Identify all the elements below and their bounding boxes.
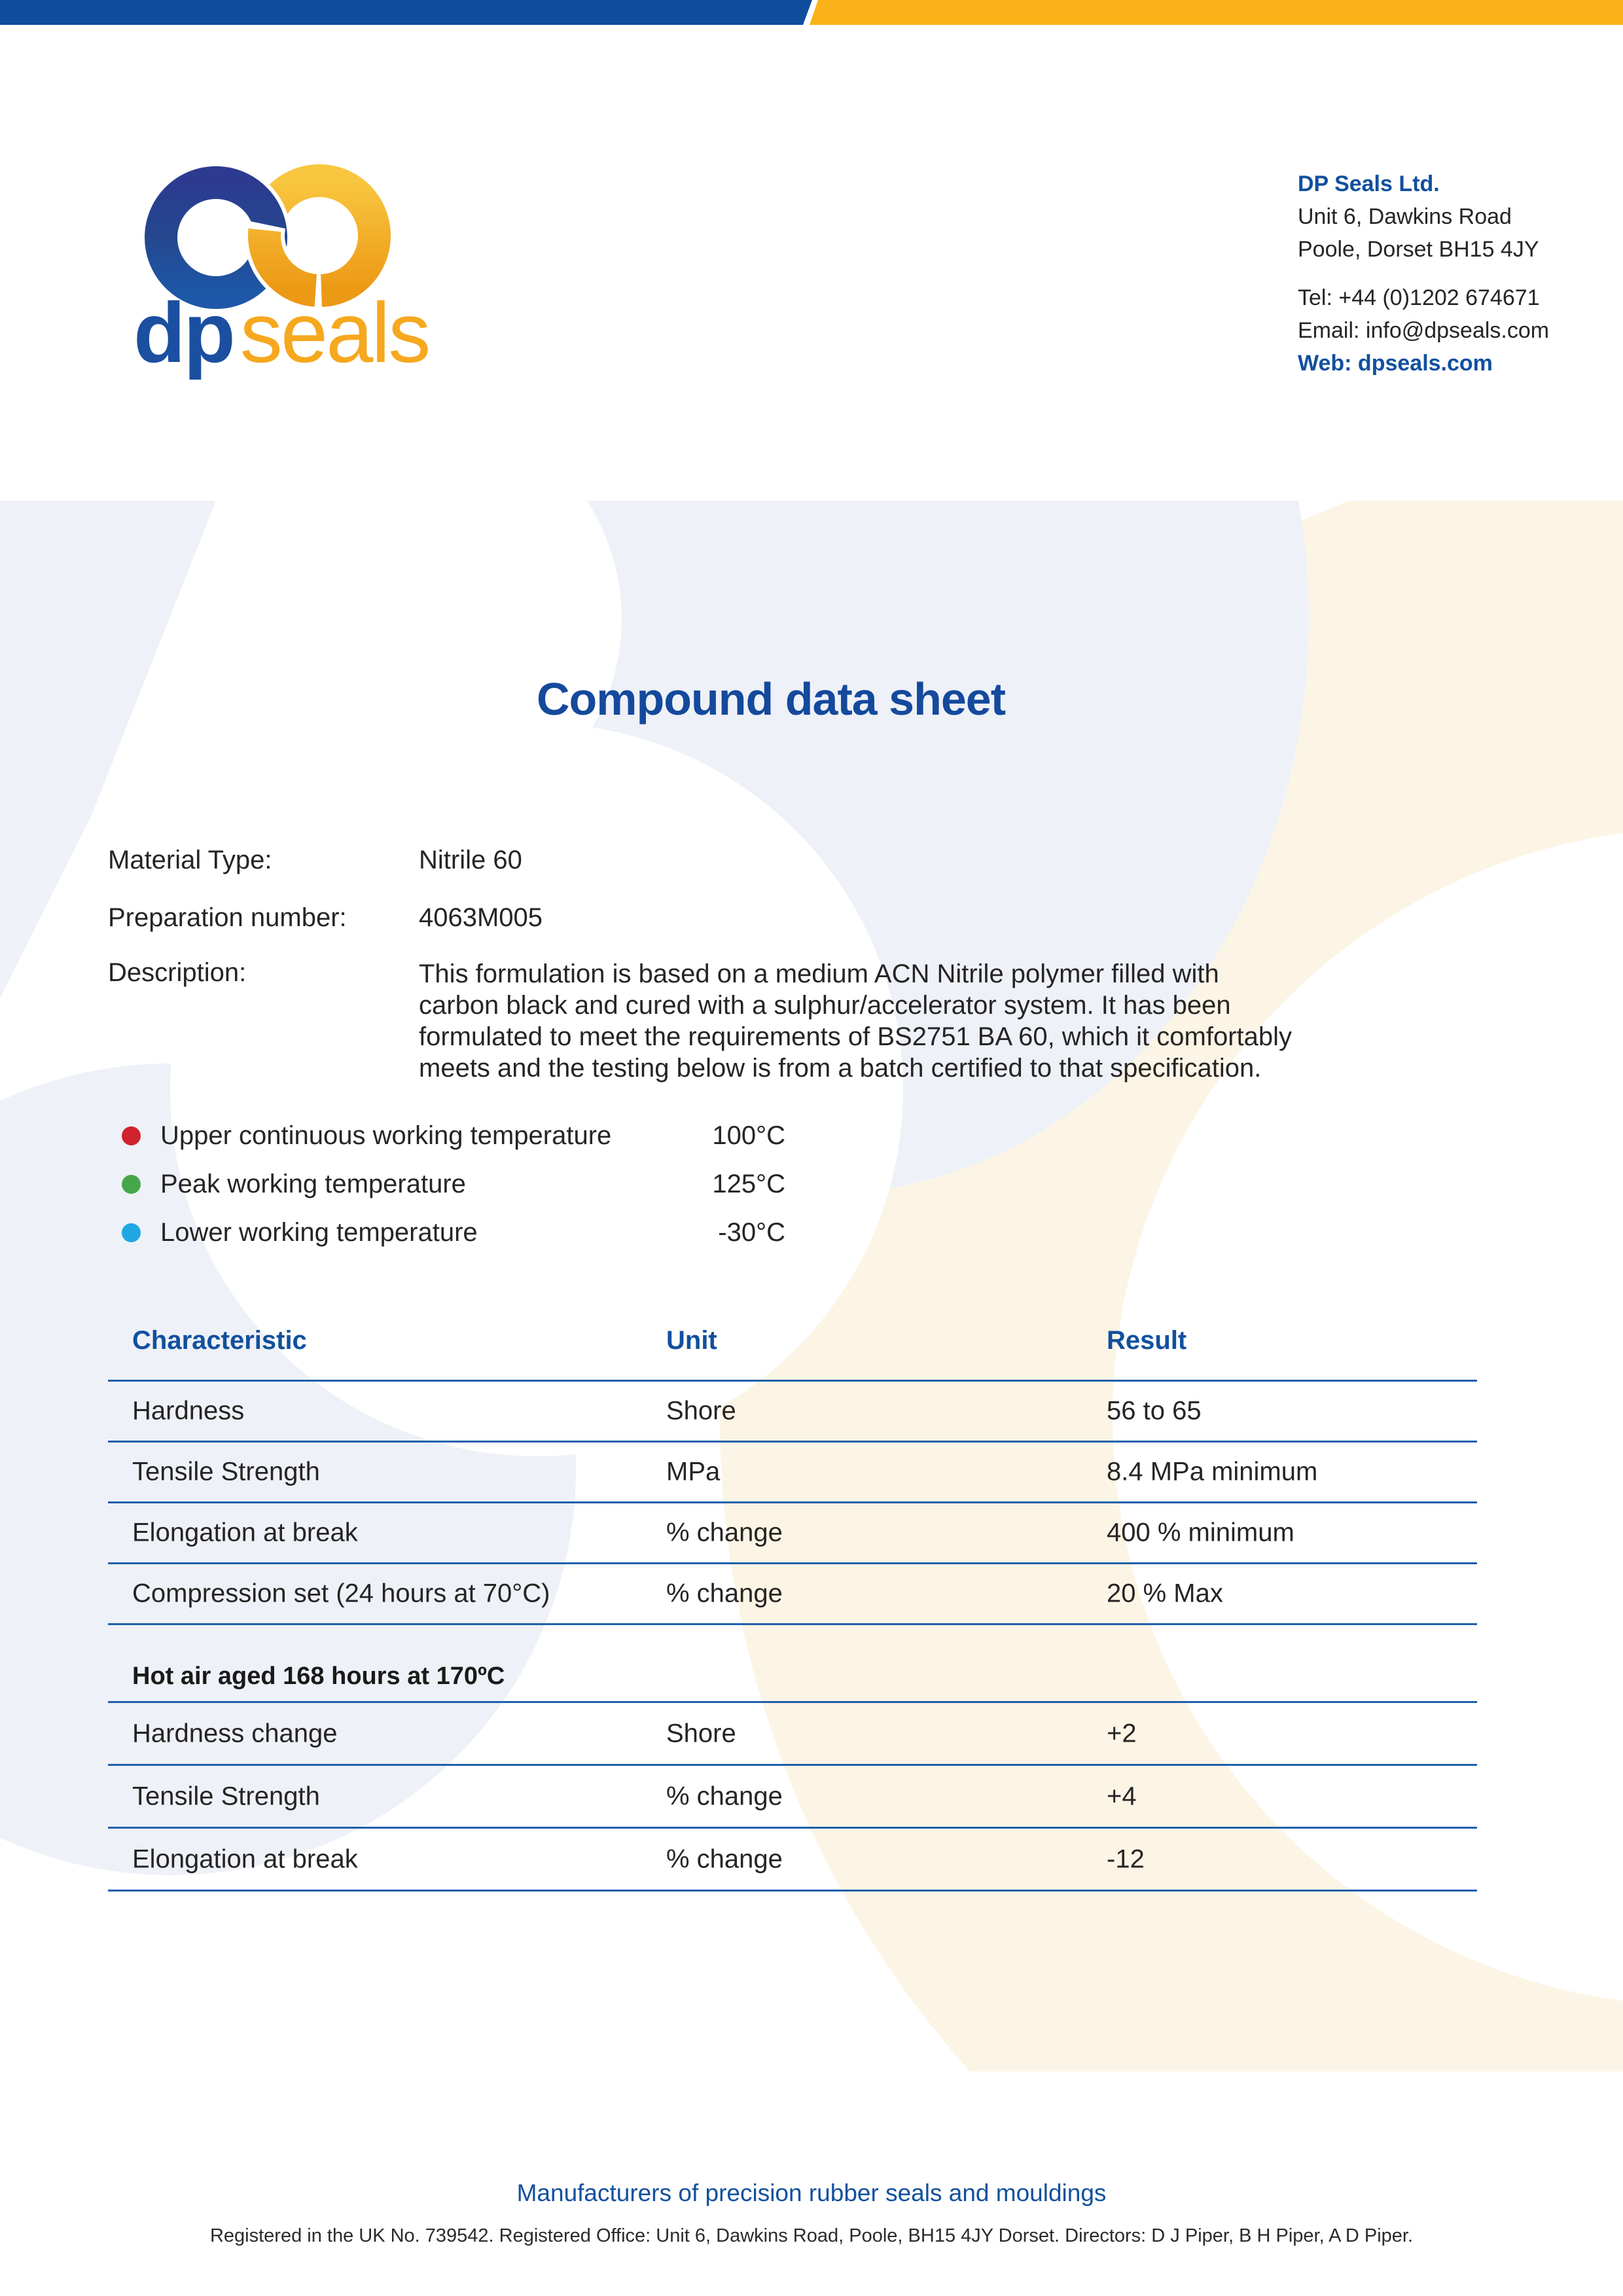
temperature-value: 125°C xyxy=(712,1169,785,1198)
description-row xyxy=(108,958,1292,1084)
description-text: This formulation is based on a medium ACN Nitrile polymer filled with carbon black and cured with a sulphur/accelerator system. It has been formulated to meet the requirements of BS2751 BA 60, which it comfortably meets and the testing below is from a batch certified to that specification. xyxy=(419,960,1293,1083)
specification-table xyxy=(108,1312,1477,1892)
table-row: Hardness change Shore +2 xyxy=(108,1703,1477,1766)
table-row: Compression set (24 hours at 70°C) % change 20 % Max xyxy=(108,1564,1477,1625)
company-website: Web: dpseals.com xyxy=(1298,351,1493,376)
table-row: Tensile Strength % change +4 xyxy=(108,1766,1477,1829)
green-bullet-icon xyxy=(122,1175,141,1194)
temperature-label: Upper continuous working temperature xyxy=(160,1121,612,1150)
temperature-label: Peak working temperature xyxy=(160,1169,466,1198)
footer-tagline: Manufacturers of precision rubber seals and mouldings xyxy=(516,2179,1107,2206)
registration-text: Registered in the UK No. 739542. Registered Office: Unit 6, Dawkins Road, Poole, BH15 4JY Dorset. Directors: D J Piper, B H Piper, A D Piper. xyxy=(209,2225,1414,2246)
table-section-row xyxy=(108,1625,1477,1703)
logo-word-seals: seals xyxy=(240,285,429,380)
list-item xyxy=(0,1160,1623,1208)
list-item xyxy=(0,1111,1623,1160)
table-row: Elongation at break % change 400 % minimum xyxy=(108,1503,1477,1564)
spacer xyxy=(1298,266,1549,281)
description-label: Description: xyxy=(108,958,247,987)
material-type-row xyxy=(108,846,522,875)
logo-wordmark xyxy=(134,285,429,380)
table-row: Hardness Shore 56 to 65 xyxy=(108,1382,1477,1443)
column-header-characteristic: Characteristic xyxy=(132,1326,307,1355)
logo-word-dp: dp xyxy=(134,285,234,380)
company-address-line2: Poole, Dorset BH15 4JY xyxy=(1298,237,1539,262)
top-color-bar xyxy=(0,0,1623,25)
page-title: Compound data sheet xyxy=(536,673,1006,725)
blue-bullet-icon xyxy=(122,1223,141,1242)
material-type-label: Material Type: xyxy=(108,846,272,874)
company-contact-block xyxy=(1298,168,1549,380)
company-phone: Tel: +44 (0)1202 674671 xyxy=(1298,285,1540,310)
company-address-line1: Unit 6, Dawkins Road xyxy=(1298,204,1512,229)
temperature-label: Lower working temperature xyxy=(160,1217,478,1247)
table-row: Tensile Strength MPa 8.4 MPa minimum xyxy=(108,1443,1477,1503)
company-email: Email: info@dpseals.com xyxy=(1298,318,1550,343)
column-header-unit: Unit xyxy=(666,1326,717,1355)
material-type-value: Nitrile 60 xyxy=(419,846,522,874)
red-bullet-icon xyxy=(122,1126,141,1145)
dp-seals-logo xyxy=(131,159,471,380)
column-header-result: Result xyxy=(1107,1326,1187,1355)
preparation-number-label: Preparation number: xyxy=(108,903,347,932)
temperature-value: -30°C xyxy=(718,1217,785,1247)
table-row: Elongation at break % change -12 xyxy=(108,1829,1477,1892)
company-name: DP Seals Ltd. xyxy=(1298,171,1440,196)
table-header-row xyxy=(108,1312,1477,1382)
table-section-title: Hot air aged 168 hours at 170ºC xyxy=(132,1662,505,1690)
preparation-number-value: 4063M005 xyxy=(419,903,543,932)
preparation-number-row xyxy=(108,903,543,933)
list-item xyxy=(0,1208,1623,1257)
temperature-value: 100°C xyxy=(712,1121,785,1150)
